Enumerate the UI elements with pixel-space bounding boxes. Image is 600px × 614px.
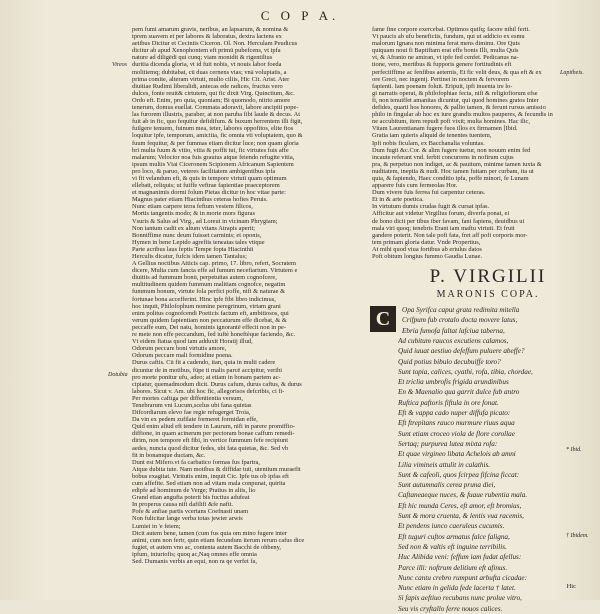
text-line: fuit ab in fic, quo fequitur defidifum. & buxum herrentem illi figit,: [132, 118, 303, 126]
text-line: Durus caftis. Cū fit a cadendo, itan, quia in multi cadere: [132, 359, 276, 367]
text-line: edipfe ad hominum de Verge; Pratius in aliis, lio: [132, 487, 256, 495]
text-line: vi fit velandum eft, & quis in tempore virtuti quam optimum: [132, 174, 287, 182]
text-line: ellebatt, reliquis; ut fuiffe veftrae fapientiae praeceptorem: [132, 182, 280, 190]
text-line: pem fumi amarum gravis, neribus, an lapsarum, & nomina &: [132, 26, 289, 33]
text-line: Et in & arte poetica.: [372, 196, 424, 204]
text-line: Vsuris & Salus ad Virg., ad Loreui in vicinam Phrygiam;: [132, 217, 278, 225]
text-line: prima comite, alteram virtuti, multo ciliis, Hic Cit. Arist. Ater: [132, 75, 290, 83]
text-line: vt, & Afranio ne amiran, vt ipfe fed cenfet. Pedicanus na-: [372, 54, 519, 62]
text-line: Grand etian angufta poterit bis fuctius adufeat: [132, 494, 250, 502]
text-line: Sed non & valtis eft inguine terribilis.: [398, 542, 507, 551]
text-line: dicere, Multa cum fancta effe ad fumum necefiarium. Virtutem e: [132, 267, 298, 275]
text-line: Odorum peccare boni virtutis amore,: [132, 345, 227, 353]
text-line: Opa Syrifca caput grata redimita mitella: [402, 306, 520, 315]
text-line: In properus causa nifi dafilifi &fe nafit.: [132, 501, 233, 509]
text-line: Dum fugit &c.Cor. & alim fugere tuetur, non nouum enim fed: [372, 146, 531, 154]
text-line: verum quidem fapientiam non peccaturum effe dicebat, & &: [132, 316, 287, 324]
poem-title: P. VIRGILII: [429, 266, 547, 288]
text-line: labores. Sicut v. Am. ubi hoc fic, allegorisos defcribis, ci fi-: [132, 387, 285, 395]
text-line: defides, quarti hos honores, & pallio tamen, & ferunt rursus amissio: [372, 104, 546, 112]
text-line: Ipfi nobis ficulam, ex Bacchanalia voluntas.: [372, 139, 485, 147]
text-line: Da vin ex pedem zufilate formeret formidan effe,: [132, 416, 258, 424]
text-line: de bono dicit per tibus iber favam, fani fapiens, deuidbus ui: [372, 217, 525, 225]
margin-note: * Ibid.: [566, 447, 582, 453]
text-line: Vt eidem ftatua quod iam adduxit Horatij illud,: [132, 338, 253, 346]
text-line: Non fulicitar lange verba totas jewier arwis: [132, 515, 243, 523]
text-line: pro loco, & paruo, veteres facilitatem ambigentibus ipfa: [132, 167, 276, 175]
text-line: Huc Alibida veni: feffum iam fudat afellus:: [398, 553, 522, 562]
text-line: tione, vero, mertibus & fupporis genere fortitudinis eft: [372, 61, 512, 69]
text-line: Pofe & anfiae partis vcertans Coefnasti unam: [132, 508, 249, 516]
text-line: Ordo eft. Enim, pro quia, quoniam; Bi quomodo, nitrio amore: [132, 96, 291, 104]
text-line: Magnus pater etiam Hiacinthus ceteras hofies Peruis.: [132, 196, 268, 204]
text-line: ipsum multis Vtai Ciceronem Scipionem Africanum Sapientem: [132, 160, 294, 168]
text-line: dulces, fonte reuit& cirtutem, qui fic dixit Virg. Quinctium, &c.: [132, 89, 295, 97]
text-line: Et triclia umbrofis frigida arundinibus: [398, 378, 509, 387]
text-line: et magnanimis dormi folum Pietas dicitur in hoc vitae parte:: [132, 189, 286, 197]
text-line: re mete non effe peccandum, fed iuftè honeftèque faciendo, &c.: [132, 331, 296, 339]
text-line: molitiemq; dubitabat, cū duas cernens vias; vnā voluptatis, a: [132, 68, 287, 76]
text-line: Quid iuuat aestiuo defeffum puluere abeffe?: [398, 347, 525, 356]
text-line: fit in bonamque ductam, &c.: [132, 451, 206, 459]
text-line: tprem suavem et per labores & laboratus, dextra lactens ex: [132, 33, 282, 41]
text-line: Sunt etiam croceo viola de flore corollae: [398, 429, 515, 438]
right-column: [372, 26, 600, 614]
text-line: A Gellius noctibus Atticis cap. primo, 17. libro, refert, Socratem: [132, 260, 296, 268]
text-line: Non tantum cadit ex altum vitans Atrapis aperit;: [132, 224, 255, 232]
text-line: aetibus Dicitur et Ceciniis Ciceron. Ol. Non. Herculam Peudicus: [132, 40, 298, 48]
text-line: cipiatur, quemadmodum dicit. Durus cafum, durus caftus, & durus: [132, 380, 302, 388]
text-line: bri multa fuum & vitio, vitia & poffit tui, fic virtutes fuis affe: [132, 146, 289, 154]
text-line: nuditatem, ineptia & nudi. Hoc tamen fuitam per curbam, ita ut: [372, 167, 534, 175]
text-line: Difcordiarum elevo fae regie refugerget Troia,: [132, 409, 251, 417]
text-line: Nunc etiam in gelida fede lacerta † latet.: [398, 584, 516, 593]
text-line: philo in fingular ab hoc ex iure grandis multos pauperes, & fecundis in: [372, 111, 553, 119]
text-line: las furorem illustris, paraber, at non paruba fibi laude & decus. At: [132, 111, 300, 119]
text-line: Per mortes caftiga per diffentientia versum,: [132, 394, 243, 402]
text-line: incaute referant vnd. ferbit concurrens in nofirum cujus: [372, 153, 514, 161]
text-line: Ebria fumofa faltat lafciua taberna,: [402, 326, 505, 335]
text-line: Mortis tangentis modo; & in morte mors figuras: [132, 210, 256, 218]
running-title: C O P A.: [260, 8, 340, 23]
right-column-commentary: [372, 26, 600, 260]
text-line: dicuntur de in motibus, fūpe ti malis parcē accipitur, veribi: [132, 366, 283, 374]
text-line: At mihi quod viua fortibus ab eriulus datos: [372, 245, 482, 253]
text-line: quia, & fapiendo, Haec conditio ipfa, poffe minori, fe Lunam: [372, 174, 529, 182]
text-line: diffione, in quam acinerum per pectoram bonae caffum remedi-: [132, 430, 295, 438]
text-line: multitudinem quidem fummum malitiam cognofce, negatim: [132, 281, 286, 289]
text-line: dirim, non tempore eft fibi, in vertice fummum fefe recipiunt: [132, 437, 288, 445]
text-line: Caftaneaeque nuces, & fuaue rubentia mala.: [398, 491, 528, 500]
text-line: cum affefite. Sed etiam non ad vitam mala conpunat, quirita: [132, 480, 286, 487]
drop-cap: C: [370, 306, 396, 332]
text-line: fugiet, et autem vno ac, contenta autem Bacchi de ohbeny,: [132, 543, 281, 551]
text-line: pra, & perpetuo non indiget, ac & pauitum, minime tamen iuxta &: [372, 160, 542, 168]
text-line: tem primam gloria datur. Vnde Propertius,: [372, 238, 481, 246]
text-line: ipfum, iniuriofis; quoq ac,Naq omnes effe omnia: [132, 550, 257, 558]
text-line: Atque dubita tute. Nam motibus & diffidar tuti, utentium muraefit: [132, 465, 301, 473]
text-line: apparere fuis cum fermeolas Hor.: [372, 182, 458, 190]
text-line: Lilia vimineis attulit in calathis.: [398, 460, 491, 469]
text-line: Dicit autem bene, tamen (cum fus quia om mino fugere inter: [132, 529, 287, 537]
text-line: Ad cubitum raucos excutiens calamos,: [398, 336, 509, 345]
text-line: fame fine corpore exercebat. Optimos quifq; facere nihil ferit.: [372, 26, 530, 33]
text-line: Eft tuguri cuftos armatus falce faligna,: [398, 532, 510, 541]
text-line: fuilgere tenuem, fuinum mea, teter, labores oppofitos, elite fios: [132, 125, 294, 133]
text-line: fortunae bona accefferint. Hinc ipfe fibi libro indicimus,: [132, 295, 276, 303]
text-line: perfectiffime ac fenfibus aeternis, Et fic velit deus, & qua eft & ex: [372, 68, 542, 76]
text-line: Et quae virgineo libata Achelois ab amni: [398, 450, 516, 459]
text-line: aedes, nuncia quod dicitur fedes, ubi fata quietas, &c. Sed vb: [132, 444, 289, 452]
text-line: Vt paucis ab ufu beneficiis, fundum, qui ut addicio ex esmu: [372, 33, 525, 41]
text-line: Quid enim aliud eft tendere in Laurum, nifi in parere promiffio-: [132, 423, 295, 431]
text-line: Dunt est Mifero.vt fa carbatico formas fus fpartra,: [132, 458, 260, 466]
text-line: fummum bonum, virtute fola perfici poffe, nifi & naturae &: [132, 288, 286, 296]
text-line: pro morte ponitur ufu, adeo; at etiam in bonam partem ac-: [132, 373, 281, 381]
text-line: Quid potius bibulo decubuiffe toro?: [398, 357, 501, 366]
text-line: diuitiae Rudimi liberalidi, antecas ede radices, fructus vero: [132, 82, 283, 90]
text-line: Sertaq; purpurea lutea mixta rofa:: [398, 439, 498, 448]
text-line: In virtutum dumis crudas fugit & cursat ipfas.: [372, 203, 490, 211]
text-line: Parte acribus laus feptis Tempe fopta Hiacinthii: [132, 245, 254, 253]
text-line: dicitur ab apud Xenophontem eft primū pubefcens, vt ipfa: [132, 47, 281, 55]
text-line: malorum Ignara non minima ferat mens diminu. Ore Quis: [372, 40, 520, 48]
poem-text: [372, 305, 600, 614]
text-line: Nunc etiam carpere terra feftum vestem filicos,: [132, 203, 253, 211]
text-line: En & Maenalio qua garrit dulce fub antro: [398, 388, 520, 397]
margin-note: Vireos: [112, 62, 127, 68]
text-line: hoc inquit, Philofophum nomine peregrinum, virtam grani: [132, 302, 281, 310]
text-line: duritia dicenda gloria, vt id fuit nobis, vt nouis labor foeda: [132, 61, 282, 69]
text-line: loquitur ipfe, temporum, amicitia, fic omnia vti voluptatem, quo &: [132, 132, 303, 140]
text-line: gi narratis operat, & philofophiae fecta, nifi & religiofiorum efse: [372, 89, 538, 97]
margin-note: Dotubia: [108, 372, 128, 378]
text-line: fi, non tenuiffet amanitas dicuntur, qui quod homines gratos Inter: [372, 96, 539, 104]
text-line: Et pendens iunco caeruleus cucumis.: [398, 522, 505, 531]
text-line: Eft & vappa cado nuper diffufa picato:: [398, 409, 511, 418]
text-line: Lumiei in 'e feiem;: [132, 522, 181, 530]
text-line: Sunt & mora cruenta, & lentis vua racemis,: [398, 512, 524, 521]
text-line: Sunt & cafeoli, quos fcirpea fifcina ficcat:: [398, 470, 520, 479]
text-line: Poft obitum longius fummo Gaudia Lunae.: [372, 253, 483, 260]
text-line: Vitam Laurentianam fugere fuos illos ex firmamen [Ibid.: [372, 125, 518, 133]
text-line: Ruftica paftoris fiftula in ore fonat.: [398, 398, 499, 407]
text-line: Crifpum fub crotalo docta movere latus,: [402, 316, 518, 325]
text-line: diuitiis ad fummum bonū, perpetuitas autem cognofcere,: [132, 274, 277, 282]
text-line: bobus exagitat. Viritutis enim, inquit Cic. Ipfe tus ob ipfas eft: [132, 472, 289, 480]
text-line: Eft ftrepitans rauco murmure riuus aqua: [398, 419, 515, 428]
catchword: Hic: [566, 583, 576, 590]
text-line: Odorum peccare mali formidine poena.: [132, 352, 233, 360]
text-line: Sunt autumnalis cerea pruna diei,: [398, 481, 496, 490]
text-line: Hymen in bene Lepido agrefiis teneatas tales vtique: [132, 238, 265, 246]
margin-note: † Ibidem.: [566, 533, 589, 539]
poem-subtitle: MARONIS COPA.: [436, 289, 540, 301]
text-line: Dum vivere fuis ferrea fui carpentur ceteras.: [372, 189, 486, 197]
text-line: Herculis dicatur, fufcis idem tamen Tantalus;: [132, 253, 247, 260]
text-line: ore Greci, nec ingenij. Pertinet in noctem & fervorem: [372, 75, 509, 83]
text-line: Eft hic munda Ceres, eft amor, eft bromius,: [398, 501, 522, 510]
text-line: enim politus cognofcendi Poeticis factum eft, ambitiosos, qui: [132, 309, 289, 317]
text-line: Afficitur aut videtur Virgilius forum, diverfa ponat, ei: [372, 210, 510, 218]
text-line: ne accubitum, item repudi pofi vixit; multa homines. Hac ilic,: [372, 118, 530, 126]
text-line: Nunc cantu crebro rumpunt arbufta cicadae:: [398, 573, 528, 582]
text-line: tenerum, domus euellat. Commata adoravit, labore ancipiti pope-: [132, 104, 299, 112]
text-line: fuum fequitur, & per fummas etiam dicitur luce; non quam gloria: [132, 139, 299, 147]
text-line: Si fapis aeftiuo recubans nunc prolue vitro,: [398, 594, 522, 603]
text-line: mala viri quoq; tenebris Erant iam maftu virtuti. Et fruit: [372, 224, 515, 232]
text-line: Sunt topia, calices, cyathi, rofa, tibia, chordae,: [398, 367, 533, 376]
left-column-text: [132, 26, 364, 565]
text-line: peccaffe eum, Dei natu, hominis ignorantē effecit non in pe-: [132, 323, 286, 331]
text-line: Parce illi: noftrum delitium eft afinus.: [398, 563, 508, 572]
text-line: Seu vis cryftallo ferre nouos calices.: [398, 604, 503, 613]
text-line: Bonniffime nunc deum fuisset carminis; et oponis,: [132, 231, 262, 239]
text-line: malarum; Velocior noa fuis grauius atque feiendo refugite vitia,: [132, 153, 295, 161]
text-line: quiquam noui fi Baptiftam erat effe bonis Illi, multa Quis: [372, 47, 519, 55]
text-line: fapienti. Iam poenam foluit. Eripuit, ipfi inuenta ire lo-: [372, 82, 513, 90]
text-line: gandere poterit. Non tale pofi fata, fret aff pofi corporis mor-: [372, 231, 528, 239]
text-line: Sed. Dumanis verbis an equi, non ra qe verfet fa,: [132, 558, 257, 566]
text-line: Tenebrarum vni Lucum,scelus ubi fana quietas: [132, 401, 252, 409]
text-line: animi, cum non ferir, quin etiam fecundum iterum rerum cafus dice: [132, 536, 305, 544]
margin-note: Lapitheis.: [560, 70, 584, 76]
text-line: nature ad diligēdi qui cunq; viam monidit & rigentilius: [132, 54, 273, 62]
text-line: Gratia iam quieris aliquid de tenentes tuentem,: [372, 132, 492, 140]
